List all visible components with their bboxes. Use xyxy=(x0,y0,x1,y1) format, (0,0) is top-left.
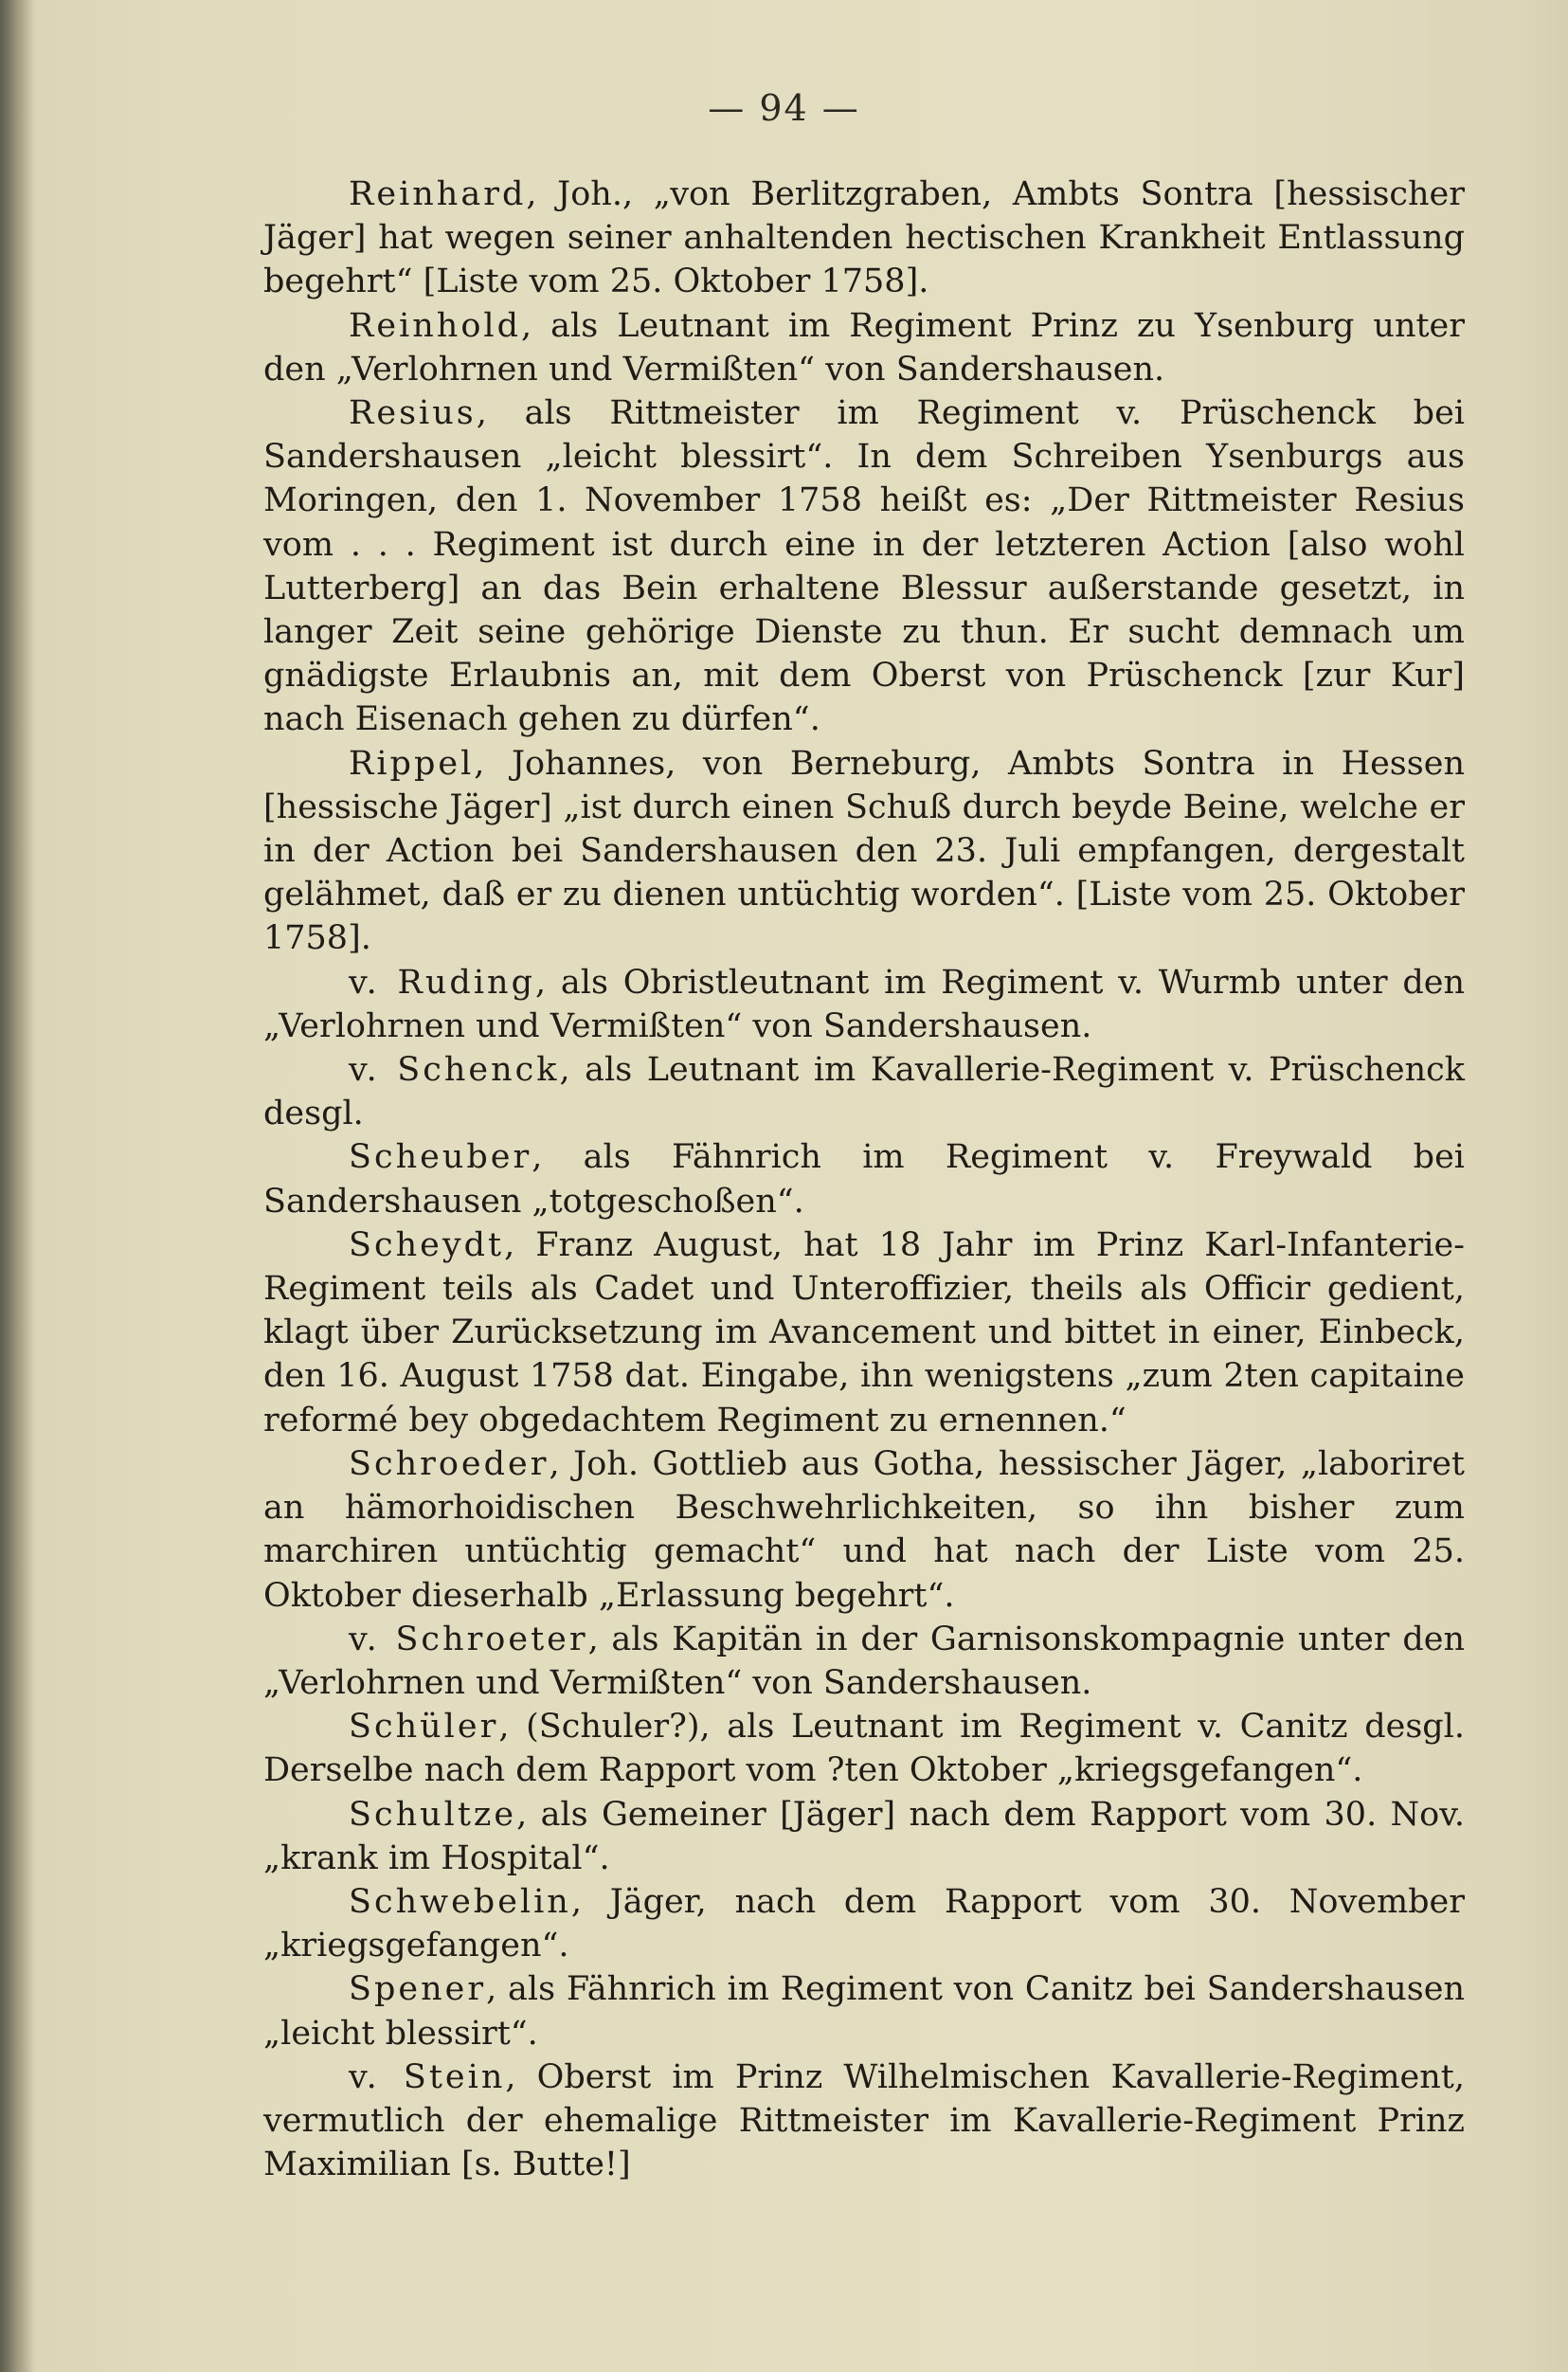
entry-name: Resius xyxy=(349,394,477,433)
entry-text: , als Leutnant im Regiment Prinz zu Ysenburg unter den „Verlohrnen und Vermißten“ von Sandershausen. xyxy=(263,306,1465,389)
entry-name: Reinhard xyxy=(349,175,527,213)
entry-text: , als Rittmeister im Regiment v. Prüschenck bei Sandershausen „leicht blessirt“. In dem Schreiben Ysenburgs aus Moringen, den 1. November 1758 heißt es: „Der Rittmeister Resius vom . . . Regiment ist durch eine in der letzteren Action [also wohl Lutterberg] an das Bein erhaltene Blessur außerstande gesetzt, in langer Zeit seine gehörige Dienste zu thun. Er sucht demnach um gnädigste Erlaubnis an, mit dem Oberst von Prüschenck [zur Kur] nach Eisenach gehen zu dürfen“. xyxy=(263,394,1465,739)
entry-schenck xyxy=(263,1048,1465,1135)
binding-shadow xyxy=(0,0,34,2372)
entry-name: v. Schenck xyxy=(349,1051,560,1090)
entry-reinhard-joh xyxy=(263,172,1465,304)
entry-text: , als Gemeiner [Jäger] nach dem Rapport vom 30. Nov. „krank im Hospital“. xyxy=(263,1795,1465,1877)
entry-name: Schwebelin xyxy=(349,1882,571,1921)
entry-name: Spener xyxy=(349,1970,487,2009)
entry-name: Reinhold xyxy=(349,306,522,345)
entry-text: , Johannes, von Berneburg, Ambts Sontra in Hessen [hessische Jäger] „ist durch einen Schuß durch beyde Beine, welche er in der Action bei Sandershausen den 23. Juli empfangen, dergestalt gelähmet, daß er zu dienen untüchtig worden“. [Liste vom 25. Oktober 1758]. xyxy=(263,744,1465,958)
entry-list xyxy=(263,172,1465,2186)
entry-text: , Joh., „von Berlitzgraben, Ambts Sontra [hessischer Jäger] hat wegen seiner anhaltenden hectischen Krankheit Entlassung begehrt“ [Liste vom 25. Oktober 1758]. xyxy=(263,175,1465,301)
entry-scheydt xyxy=(263,1223,1465,1442)
entry-reinhold xyxy=(263,304,1465,391)
page-number: — 94 — xyxy=(708,87,860,129)
entry-schwebelin xyxy=(263,1880,1465,1967)
entry-resius xyxy=(263,391,1465,742)
entry-text: , als Leutnant im Kavallerie-Regiment v. Prüschenck desgl. xyxy=(263,1051,1465,1133)
entry-text: , Joh. Gottlieb aus Gotha, hessischer Jäger, „laboriret an hämorhoidischen Beschwehrlichkeiten, so ihn bisher zum marchiren untüchtig gemacht“ und hat nach der Liste vom 25. Oktober dieserhalb „Erlassung begehrt“. xyxy=(263,1444,1465,1615)
entry-spener xyxy=(263,1967,1465,2055)
entry-scheuber xyxy=(263,1135,1465,1222)
entry-name: v. Stein xyxy=(349,2057,506,2096)
entry-name: Scheydt xyxy=(349,1225,505,1264)
entry-text: , als Kapitän in der Garnisonskompagnie unter den „Verlohrnen und Vermißten“ von Sandershausen. xyxy=(263,1620,1465,1702)
entry-stein xyxy=(263,2055,1465,2187)
entry-text: , als Fähnrich im Regiment v. Freywald bei Sandershausen „totgeschoßen“. xyxy=(263,1138,1465,1221)
entry-text: , Franz August, hat 18 Jahr im Prinz Karl-Infanterie-Regiment teils als Cadet und Unteroffizier, theils als Officir gedient, klagt über Zurücksetzung im Avancement und bittet in einer, Einbeck, den 16. August 1758 dat. Eingabe, ihn wenigstens „zum 2ten capitaine reformé bey obgedachtem Regiment zu ernennen.“ xyxy=(263,1225,1465,1439)
entry-name: Scheuber xyxy=(349,1138,532,1177)
entry-text: , als Obristleutnant im Regiment v. Wurmb unter den „Verlohrnen und Vermißten“ von Sandershausen. xyxy=(263,963,1466,1045)
entry-text: , Jäger, nach dem Rapport vom 30. November „kriegsgefangen“. xyxy=(263,1882,1465,1965)
entry-schroeter xyxy=(263,1618,1465,1705)
entry-name: v. Schroeter xyxy=(349,1620,588,1658)
entry-text: , (Schuler?), als Leutnant im Regiment v. Canitz desgl. Derselbe nach dem Rapport vom ?ten Oktober „kriegsgefangen“. xyxy=(263,1708,1465,1790)
entry-ruding xyxy=(263,961,1465,1048)
entry-name: Rippel xyxy=(349,744,475,783)
entry-name: v. Ruding xyxy=(349,963,535,1002)
entry-name: Schüler xyxy=(349,1708,499,1747)
entry-schroeder xyxy=(263,1442,1465,1618)
entry-text: , Oberst im Prinz Wilhelmischen Kavallerie-Regiment, vermutlich der ehemalige Rittmeister im Kavallerie-Regiment Prinz Maximilian [s. Butte!] xyxy=(263,2057,1465,2184)
entry-name: Schroeder xyxy=(349,1444,550,1483)
entry-name: Schultze xyxy=(349,1795,517,1834)
entry-schultze xyxy=(263,1793,1465,1880)
entry-schueler xyxy=(263,1705,1465,1792)
entry-text: , als Fähnrich im Regiment von Canitz bei Sandershausen „leicht blessirt“. xyxy=(263,1970,1465,2053)
entry-rippel xyxy=(263,742,1465,961)
